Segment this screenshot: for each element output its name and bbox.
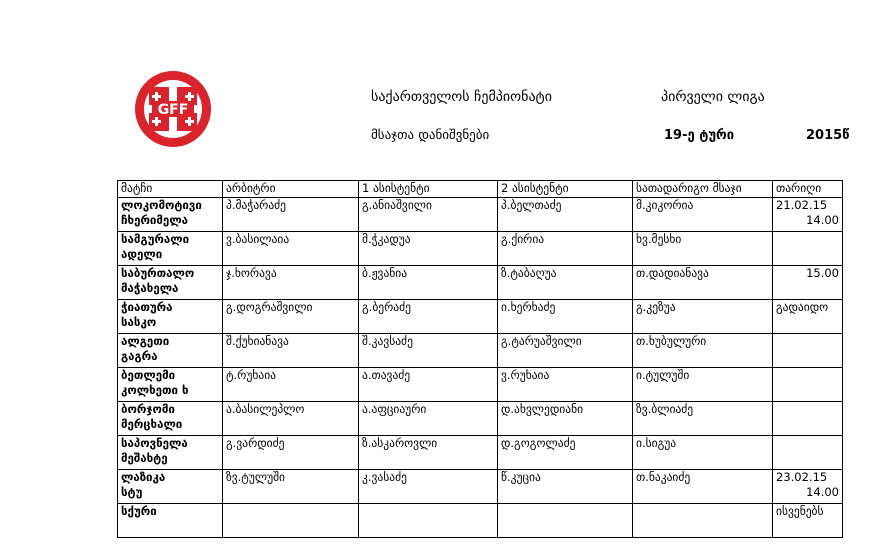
referee-cell (223, 504, 359, 538)
match-date: 23.02.15 (776, 470, 828, 484)
match-time: 15.00 (806, 266, 839, 280)
date-cell (773, 334, 843, 368)
reserve-referee-cell: თ.ხუბულური (633, 334, 773, 368)
logo-text: GFF (157, 102, 189, 118)
referee-cell: ა.ბასილეპლო (223, 402, 359, 436)
team-away: ადელი (121, 247, 163, 261)
table-row (118, 368, 843, 402)
table-row (118, 504, 843, 538)
referee-cell: პ.მაჭარაძე (223, 198, 359, 232)
referee-cell: გ.ვარდიძე (223, 436, 359, 470)
table-row (118, 470, 843, 504)
table-row (118, 198, 843, 232)
referee-table (117, 180, 843, 538)
date-cell (773, 300, 843, 334)
referee-cell: ვ.ბასილაია (223, 232, 359, 266)
column-header: სათადარიგო მსაჯი (633, 181, 773, 198)
assistant1-cell (359, 504, 498, 538)
match-cell (118, 470, 223, 504)
reserve-referee-cell (633, 504, 773, 538)
team-home: სამგურალი (121, 232, 190, 246)
team-away: ჩხერიმელა (121, 213, 189, 227)
assistant2-cell: ი.ხერხაძე (498, 300, 633, 334)
match-date: გადაიდო (776, 300, 829, 314)
assistant1-cell: ბ.ჟვანია (359, 266, 498, 300)
team-home: საპოვნელა (121, 436, 188, 450)
date-cell (773, 266, 843, 300)
team-away: მაჭახელა (121, 281, 179, 295)
table-row (118, 334, 843, 368)
match-cell (118, 266, 223, 300)
team-away: სტუ (121, 485, 143, 499)
assistant1-cell: შ.კავსაძე (359, 334, 498, 368)
referee-cell: ტ.რუხაია (223, 368, 359, 402)
team-away: სასკო (121, 315, 157, 329)
referee-cell: ზვ.ტულუში (223, 470, 359, 504)
table-row (118, 436, 843, 470)
table-row (118, 232, 843, 266)
table-row (118, 266, 843, 300)
team-away: მერცხალი (121, 417, 183, 431)
referee-cell: ჯ.ხორავა (223, 266, 359, 300)
year-label: 2015წ (806, 128, 850, 143)
match-cell (118, 368, 223, 402)
team-home: ლაზიკა (121, 470, 166, 484)
reserve-referee-cell: თ.დადიანავა (633, 266, 773, 300)
date-cell (773, 504, 843, 538)
referee-cell: შ.ქუხიანავა (223, 334, 359, 368)
reserve-referee-cell: გ.კეზუა (633, 300, 773, 334)
assistant2-cell: დ.გოგოლაძე (498, 436, 633, 470)
reserve-referee-cell: ზვ.ბლიაძე (633, 402, 773, 436)
gff-logo (134, 70, 212, 148)
column-header: 2 ასისტენტი (498, 181, 633, 198)
column-header: მატჩი (118, 181, 223, 198)
table-row (118, 402, 843, 436)
assistant1-cell: გ.ანიაშვილი (359, 198, 498, 232)
match-cell (118, 504, 223, 538)
assistant2-cell: წ.კუცია (498, 470, 633, 504)
date-cell (773, 368, 843, 402)
reserve-referee-cell: ი.სიგუა (633, 436, 773, 470)
league-title: პირველი ლიგა (661, 89, 765, 105)
assistant1-cell: ზ.ასკაროვლი (359, 436, 498, 470)
page-subtitle: მსაჯთა დანიშვნები (371, 128, 490, 143)
date-cell (773, 198, 843, 232)
assistant1-cell: მ.ჭკადუა (359, 232, 498, 266)
match-cell (118, 198, 223, 232)
match-cell (118, 300, 223, 334)
match-cell (118, 402, 223, 436)
assistant2-cell: დ.ახვლედიანი (498, 402, 633, 436)
team-away: გაგრა (121, 349, 158, 363)
team-home: ალგეთი (121, 334, 170, 348)
team-home: ჭიათურა (121, 300, 173, 314)
date-cell (773, 470, 843, 504)
team-home: სქური (121, 504, 157, 518)
assistant2-cell: ვ.რუხაია (498, 368, 633, 402)
date-cell (773, 436, 843, 470)
team-away: კოლხეთი ხ (121, 383, 189, 397)
assistant2-cell: პ.ბელთაძე (498, 198, 633, 232)
assistant2-cell (498, 504, 633, 538)
column-header: არბიტრი (223, 181, 359, 198)
date-cell (773, 232, 843, 266)
team-home: ბეთლემი (121, 368, 176, 382)
column-header: თარიღი (773, 181, 843, 198)
table-row (118, 300, 843, 334)
assistant1-cell: კ.ვასაძე (359, 470, 498, 504)
reserve-referee-cell: ხვ.მესხი (633, 232, 773, 266)
table-header-row (118, 181, 843, 198)
team-home: ლოკომოტივი (121, 198, 202, 212)
assistant2-cell: გ.ქირია (498, 232, 633, 266)
reserve-referee-cell: თ.ნაკაიძე (633, 470, 773, 504)
assistant2-cell: ზ.ტაბაღუა (498, 266, 633, 300)
referee-cell: გ.დოგრაშვილი (223, 300, 359, 334)
team-home: საბურთალო (121, 266, 195, 280)
assistant1-cell: ა.აფციაური (359, 402, 498, 436)
match-cell (118, 334, 223, 368)
match-date: ისვენებს (776, 504, 824, 518)
column-header: 1 ასისტენტი (359, 181, 498, 198)
reserve-referee-cell: ი.ტულუში (633, 368, 773, 402)
team-away: მეშახტე (121, 451, 168, 465)
page-title: საქართველოს ჩემპიონატი (371, 89, 552, 105)
assistant1-cell: გ.ბერაძე (359, 300, 498, 334)
match-cell (118, 232, 223, 266)
round-label: 19-ე ტური (664, 128, 735, 143)
date-cell (773, 402, 843, 436)
assistant2-cell: გ.ტარუაშვილი (498, 334, 633, 368)
match-time: 14.00 (806, 213, 839, 227)
team-home: ბორჯომი (121, 402, 175, 416)
assistant1-cell: ა.თავაძე (359, 368, 498, 402)
match-date: 21.02.15 (776, 198, 828, 212)
reserve-referee-cell: მ.კიკორია (633, 198, 773, 232)
match-time: 14.00 (806, 485, 839, 499)
match-cell (118, 436, 223, 470)
